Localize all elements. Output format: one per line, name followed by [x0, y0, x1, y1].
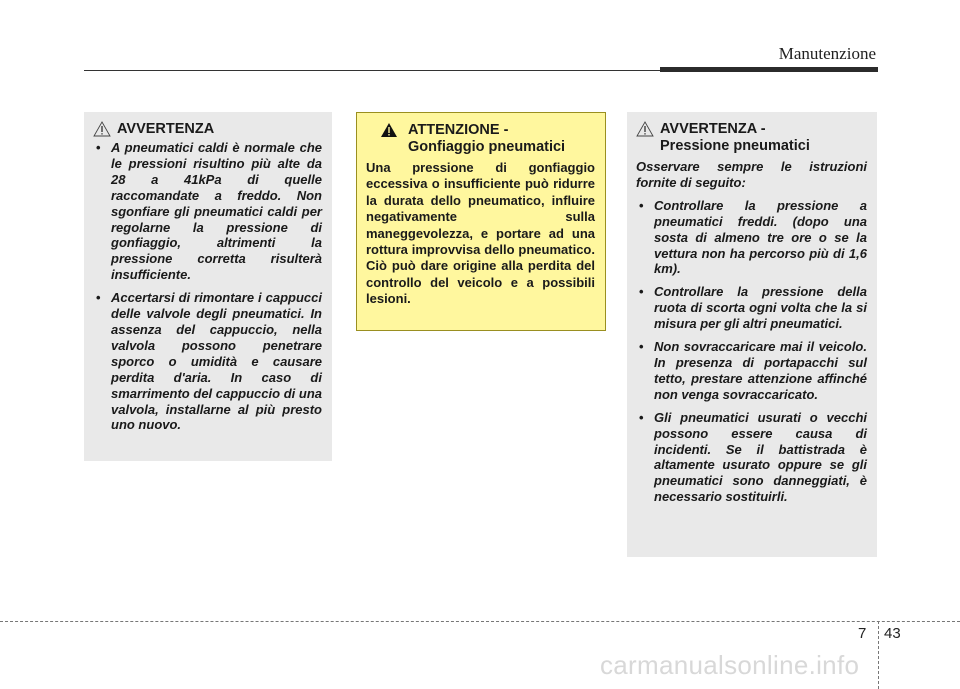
- footer-rule: [0, 621, 960, 622]
- caution-box-title-line1: ATTENZIONE -: [408, 122, 509, 138]
- list-item: • Controllare la pressione a pneumatici freddi. (dopo una sosta di almeno tre ore o se la vettura non ha percorso più di 1,6 km).: [639, 197, 867, 277]
- warning-triangle-filled-icon: [380, 122, 398, 138]
- warning-box-intro: Osservare sempre le istruzioni fornite di seguito:: [636, 159, 867, 190]
- warning-box-title-line2: Pressione pneumatici: [660, 138, 810, 154]
- list-item: • Accertarsi di rimontare i cappucci delle valvole degli pneumatici. In assenza del cappuccio, nella valvola possono penetrare sporco o umidità e causare perdita d'aria. In caso di smarrimento del cappuccio di una valvola, installarne al più presto uno nuovo.: [96, 290, 322, 433]
- page-number: 43: [884, 625, 901, 642]
- watermark: carmanualsonline.info: [600, 650, 860, 680]
- list-item: • Gli pneumatici usurati o vecchi possono essere causa di incidenti. Se il battistrada è altamente usurato oppure se gli pneumatici sono danneggiati, è necessario sostituirli.: [639, 409, 867, 505]
- warning-list: [93, 140, 322, 433]
- warning-box-heading: [636, 121, 867, 155]
- caution-box-heading: [366, 122, 595, 156]
- footer-divider: [878, 621, 879, 689]
- caution-box-title-line2: Gonfiaggio pneumatici: [408, 139, 566, 155]
- warning-box-title: AVVERTENZA: [117, 121, 215, 137]
- header-accent-bar: [660, 67, 878, 72]
- warning-triangle-outline-icon: [636, 121, 654, 137]
- list-item: • A pneumatici caldi è normale che le pressioni risultino più alte da 28 a 41kPa di quelle raccomandate a freddo. Non sgonfiare gli pneumatici caldi per regolarne la pressione di gonfiaggio, altrimenti la pressione corretta risulterà insufficiente.: [96, 140, 322, 283]
- warning-list: [636, 198, 867, 505]
- caution-box-body: Una pressione di gonfiaggio eccessiva o insufficiente può ridurre la durata dello pneumatico, influire negativamente sulla maneggevolezza, e portare ad una rottura improvvisa dello pneumatico. Ciò può dare origine alla perdita del controllo del veicolo e a possibili lesioni.: [366, 160, 595, 307]
- warning-box-tire-pressure: [627, 112, 877, 557]
- header-rule: [84, 70, 660, 71]
- chapter-number: 7: [858, 625, 867, 642]
- list-item: • Non sovraccaricare mai il veicolo. In presenza di portapacchi sul tetto, prestare attenzione affinché non venga sovraccaricato.: [639, 339, 867, 402]
- warning-box-hot-tires: [84, 112, 332, 461]
- warning-box-heading: [93, 121, 322, 138]
- caution-box-inflation: [356, 112, 606, 331]
- warning-box-title-line1: AVVERTENZA -: [660, 121, 766, 137]
- page-header-title: Manutenzione: [778, 44, 876, 63]
- list-item: • Controllare la pressione della ruota di scorta ogni volta che la si misura per gli altri pneumatici.: [639, 284, 867, 332]
- warning-triangle-outline-icon: [93, 121, 111, 137]
